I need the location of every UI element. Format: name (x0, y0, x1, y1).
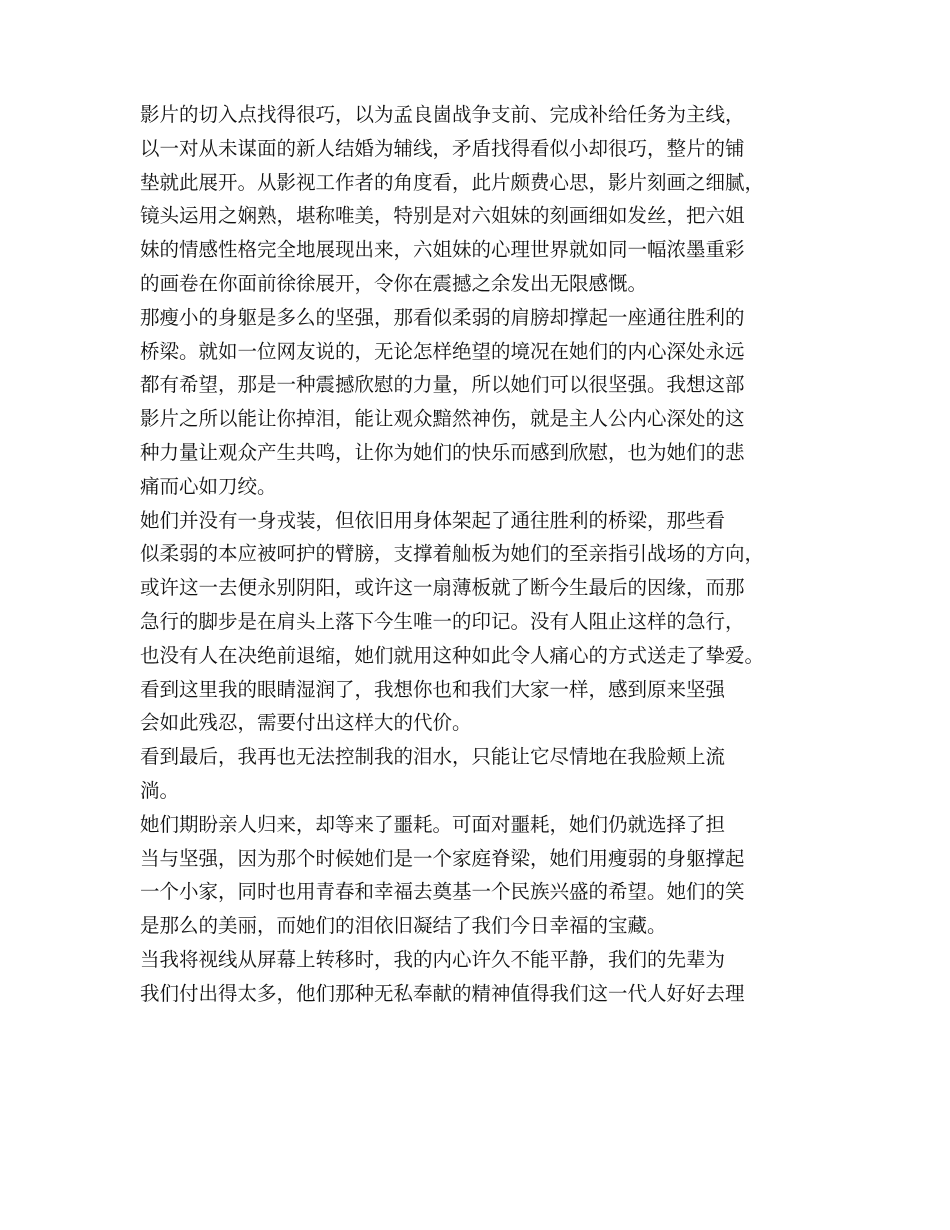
text-line: 影片的切入点找得很巧，以为孟良崮战争支前、完成补给任务为主线， (140, 103, 745, 126)
text-line: 以一对从未谋面的新人结婚为辅线，矛盾找得看似小却很巧，整片的铺 (140, 136, 745, 160)
text-line: 也没有人在决绝前退缩，她们就用这种如此令人痛心的方式送走了挚爱。 (140, 643, 765, 667)
text-line: 会如此残忍，需要付出这样大的代价。 (140, 711, 472, 735)
text-line: 淌。 (140, 778, 180, 802)
text-line: 的画卷在你面前徐徐展开，令你在震撼之余发出无限感慨。 (140, 271, 648, 295)
text-line: 桥梁。就如一位网友说的，无论怎样绝望的境况在她们的内心深处永远 (140, 339, 745, 363)
text-line: 垫就此展开。从影视工作者的角度看，此片颇费心思，影片刻画之细腻， (140, 170, 765, 194)
document-body (140, 98, 830, 1011)
text-line: 妹的情感性格完全地展现出来，六姐妹的心理世界就如同一幅浓墨重彩 (140, 238, 745, 262)
text-line: 我们付出得太多，他们那种无私奉献的精神值得我们这一代人好好去理 (140, 981, 745, 1005)
text-line: 一个小家，同时也用青春和幸福去奠基一个民族兴盛的希望。她们的笑 (140, 880, 745, 904)
text-line: 她们期盼亲人归来，却等来了噩耗。可面对噩耗，她们仍就选择了担 (140, 812, 726, 836)
text-line: 看到最后，我再也无法控制我的泪水，只能让它尽情地在我脸颊上流 (140, 745, 726, 769)
text-line: 都有希望，那是一种震撼欣慰的力量，所以她们可以很坚强。我想这部 (140, 373, 745, 397)
text-line: 她们并没有一身戎装，但依旧用身体架起了通往胜利的桥梁，那些看 (140, 508, 726, 532)
text-line: 似柔弱的本应被呵护的臂膀，支撑着舢板为她们的至亲指引战场的方向， (140, 542, 765, 566)
text-line: 那瘦小的身躯是多么的坚强，那看似柔弱的肩膀却撑起一座通往胜利的 (140, 305, 745, 329)
text-line: 种力量让观众产生共鸣，让你为她们的快乐而感到欣慰，也为她们的悲 (140, 440, 745, 464)
text-line: 痛而心如刀绞。 (140, 474, 277, 498)
text-line: 镜头运用之娴熟，堪称唯美，特别是对六姐妹的刻画细如发丝，把六姐 (140, 204, 745, 228)
text-line: 或许这一去便永别阴阳，或许这一扇薄板就了断今生最后的因缘，而那 (140, 576, 745, 600)
text-line: 看到这里我的眼睛湿润了，我想你也和我们大家一样，感到原来坚强 (140, 677, 726, 701)
text-line: 当与坚强，因为那个时候她们是一个家庭脊梁，她们用瘦弱的身躯撑起 (140, 846, 745, 870)
text-line: 是那么的美丽，而她们的泪依旧凝结了我们今日幸福的宝藏。 (140, 914, 667, 938)
text-line: 影片之所以能让你掉泪，能让观众黯然神伤，就是主人公内心深处的这 (140, 407, 745, 431)
text-line: 当我将视线从屏幕上转移时，我的内心许久不能平静，我们的先辈为 (140, 947, 726, 971)
text-line: 急行的脚步是在肩头上落下今生唯一的印记。没有人阻止这样的急行， (140, 609, 745, 633)
